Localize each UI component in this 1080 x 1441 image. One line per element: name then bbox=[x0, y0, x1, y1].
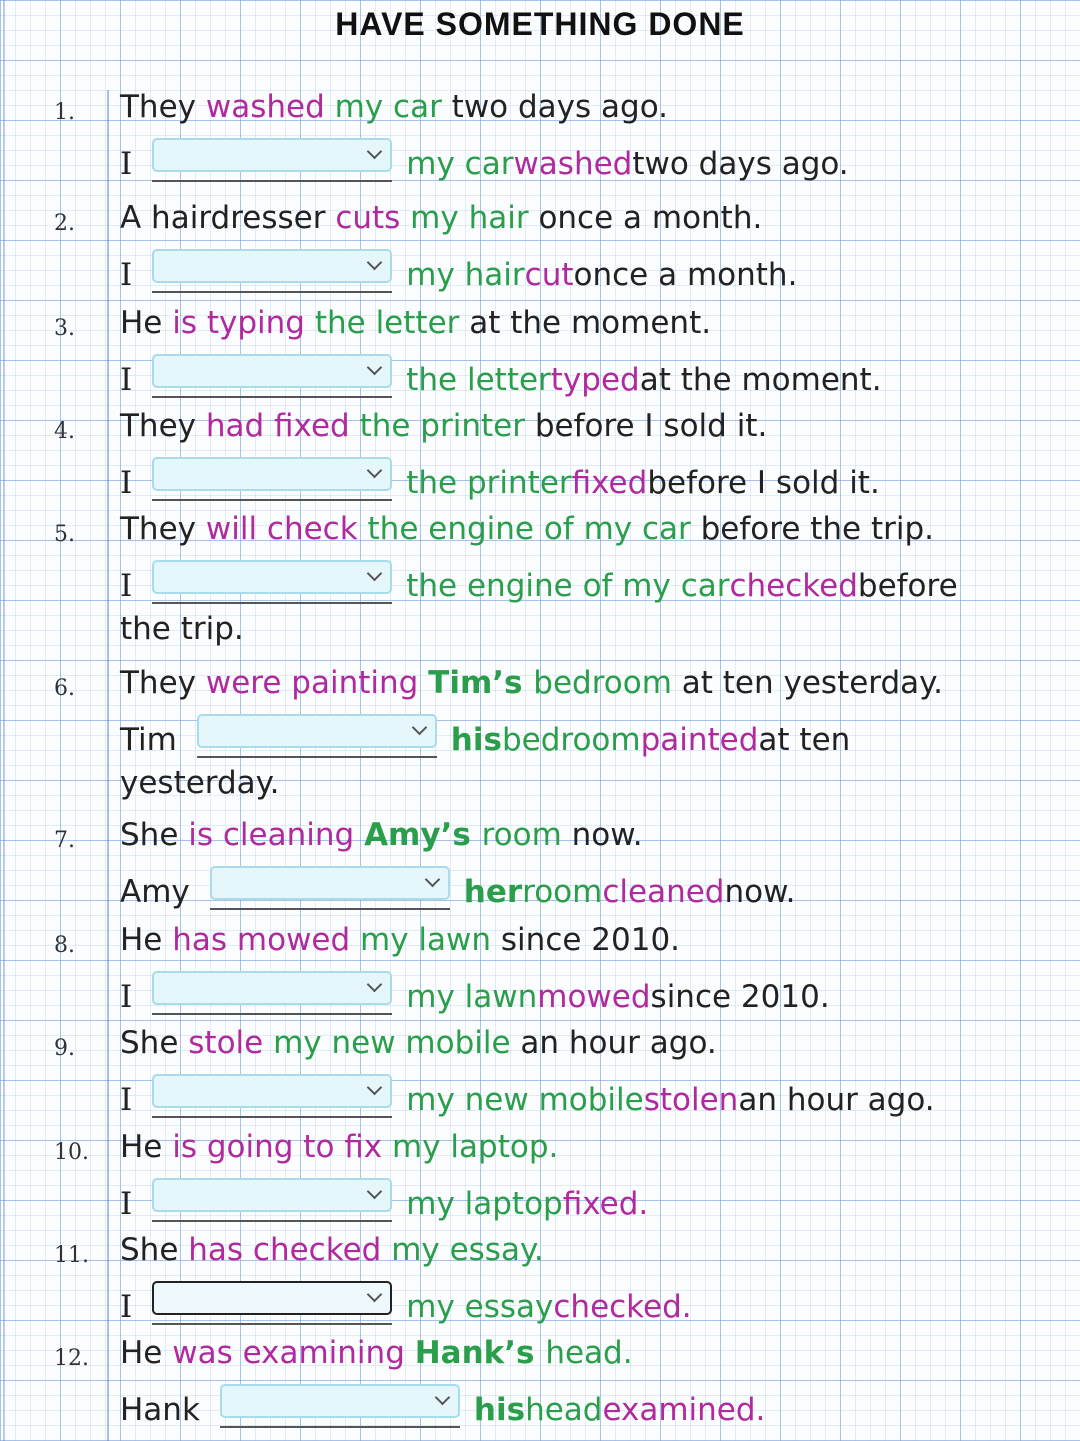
sentence-text: They bbox=[120, 511, 206, 547]
verb-phrase: fixed. bbox=[562, 1185, 649, 1222]
active-sentence bbox=[120, 200, 763, 236]
answer-continuation: yesterday. bbox=[120, 765, 280, 801]
object-phrase: head. bbox=[545, 1335, 633, 1371]
verb-phrase: stole bbox=[188, 1025, 274, 1061]
answer-dropdown[interactable] bbox=[152, 457, 392, 491]
sentence-text: an hour ago. bbox=[738, 1081, 935, 1118]
sentence-text: since 2010. bbox=[650, 978, 830, 1015]
answer-subject: I bbox=[120, 1081, 133, 1118]
item-number: 6. bbox=[54, 676, 75, 701]
answer-subject: I bbox=[120, 145, 133, 182]
sentence-text: He bbox=[120, 305, 173, 341]
object-phrase: the letter bbox=[406, 361, 551, 398]
verb-phrase: has checked bbox=[188, 1232, 392, 1268]
answer-blank bbox=[152, 457, 392, 501]
verb-phrase: typed bbox=[550, 361, 640, 398]
sentence-text: He bbox=[120, 922, 173, 958]
answer-continuation: the trip. bbox=[120, 611, 244, 647]
active-sentence bbox=[120, 1129, 559, 1165]
chevron-down-icon bbox=[367, 1184, 383, 1200]
object-phrase: the letter bbox=[314, 305, 470, 341]
margin-rule bbox=[107, 90, 109, 1441]
verb-phrase: washed bbox=[513, 145, 633, 182]
item-number: 7. bbox=[54, 828, 75, 853]
object-phrase: my hair bbox=[406, 256, 525, 293]
verb-phrase: examined. bbox=[602, 1391, 766, 1428]
object-phrase: bedroom bbox=[533, 665, 682, 701]
sentence-text: at ten bbox=[758, 721, 851, 758]
answer-sentence bbox=[120, 1285, 692, 1329]
sentence-text: He bbox=[120, 1335, 173, 1371]
object-phrase: my essay bbox=[406, 1288, 554, 1325]
active-sentence bbox=[120, 305, 712, 341]
verb-phrase: is typing bbox=[172, 305, 315, 341]
item-number: 9. bbox=[54, 1036, 75, 1061]
answer-dropdown[interactable] bbox=[152, 1178, 392, 1212]
verb-phrase: was examining bbox=[172, 1335, 415, 1371]
answer-sentence bbox=[120, 564, 958, 608]
object-phrase: my new mobile bbox=[406, 1081, 644, 1118]
object-phrase: his bbox=[450, 721, 502, 758]
answer-subject: I bbox=[120, 567, 133, 604]
answer-blank bbox=[152, 1178, 392, 1222]
active-sentence bbox=[120, 665, 943, 701]
chevron-down-icon bbox=[435, 1390, 451, 1406]
answer-blank bbox=[197, 714, 437, 758]
answer-sentence bbox=[120, 142, 849, 186]
verb-phrase: cut bbox=[524, 256, 574, 293]
verb-phrase: stolen bbox=[643, 1081, 739, 1118]
sentence-text: two days ago. bbox=[451, 89, 668, 125]
object-phrase: Hank’s bbox=[414, 1335, 546, 1371]
object-phrase: my car bbox=[406, 145, 514, 182]
sentence-text: once a month. bbox=[538, 200, 763, 236]
verb-phrase: is going to fix bbox=[172, 1129, 393, 1165]
item-number: 3. bbox=[54, 316, 75, 341]
chevron-down-icon bbox=[367, 360, 383, 376]
verb-phrase: will check bbox=[205, 511, 368, 547]
item-number: 4. bbox=[54, 419, 75, 444]
answer-subject: Hank bbox=[120, 1391, 200, 1428]
answer-sentence bbox=[120, 1078, 935, 1122]
object-phrase: her bbox=[463, 873, 523, 910]
sentence-text: They bbox=[120, 665, 206, 701]
object-phrase: Tim’s bbox=[428, 665, 534, 701]
page-left-rule bbox=[3, 0, 5, 1441]
object-phrase: my lawn bbox=[360, 922, 501, 958]
answer-subject: Amy bbox=[120, 873, 190, 910]
verb-phrase: painted bbox=[640, 721, 759, 758]
answer-dropdown[interactable] bbox=[152, 971, 392, 1005]
answer-blank bbox=[152, 1074, 392, 1118]
sentence-text: before bbox=[857, 567, 958, 604]
sentence-text: two days ago. bbox=[632, 145, 849, 182]
chevron-down-icon bbox=[367, 1287, 383, 1303]
object-phrase: my hair bbox=[410, 200, 539, 236]
object-phrase: my essay. bbox=[391, 1232, 544, 1268]
answer-sentence bbox=[120, 718, 850, 762]
verb-phrase: cleaned bbox=[602, 873, 725, 910]
item-number: 10. bbox=[54, 1140, 89, 1165]
object-phrase: my laptop. bbox=[392, 1129, 559, 1165]
item-number: 2. bbox=[54, 211, 75, 236]
sentence-text: They bbox=[120, 89, 206, 125]
item-number: 12. bbox=[54, 1346, 89, 1371]
answer-subject: I bbox=[120, 1288, 133, 1325]
sentence-text: They bbox=[120, 408, 206, 444]
answer-dropdown[interactable] bbox=[220, 1384, 460, 1418]
object-phrase: my new mobile bbox=[273, 1025, 521, 1061]
answer-blank bbox=[152, 971, 392, 1015]
answer-subject: I bbox=[120, 1185, 133, 1222]
object-phrase: head bbox=[525, 1391, 603, 1428]
answer-dropdown[interactable] bbox=[197, 714, 437, 748]
sentence-text: since 2010. bbox=[500, 922, 681, 958]
answer-sentence bbox=[120, 1182, 648, 1226]
chevron-down-icon bbox=[367, 566, 383, 582]
sentence-text: before I sold it. bbox=[534, 408, 768, 444]
answer-dropdown[interactable] bbox=[210, 866, 450, 900]
item-number: 11. bbox=[54, 1243, 89, 1268]
verb-phrase: has mowed bbox=[172, 922, 361, 958]
active-sentence bbox=[120, 1335, 633, 1371]
verb-phrase: had fixed bbox=[205, 408, 360, 444]
object-phrase: my lawn bbox=[406, 978, 538, 1015]
answer-blank bbox=[152, 354, 392, 398]
answer-subject: I bbox=[120, 978, 133, 1015]
chevron-down-icon bbox=[367, 463, 383, 479]
sentence-text: at the moment. bbox=[469, 305, 712, 341]
chevron-down-icon bbox=[367, 1080, 383, 1096]
object-phrase: the engine of my car bbox=[406, 567, 730, 604]
object-phrase: room bbox=[481, 817, 572, 853]
chevron-down-icon bbox=[412, 720, 428, 736]
answer-sentence bbox=[120, 1388, 765, 1432]
answer-sentence bbox=[120, 461, 880, 505]
object-phrase: the engine of my car bbox=[367, 511, 701, 547]
active-sentence bbox=[120, 408, 768, 444]
sentence-text: A hairdresser bbox=[120, 200, 336, 236]
answer-dropdown[interactable] bbox=[152, 1281, 392, 1315]
sentence-text: at ten yesterday. bbox=[681, 665, 943, 701]
answer-blank bbox=[220, 1384, 460, 1428]
active-sentence bbox=[120, 1025, 717, 1061]
sentence-text: once a month. bbox=[573, 256, 798, 293]
sentence-text: before I sold it. bbox=[647, 464, 880, 501]
item-number: 5. bbox=[54, 522, 75, 547]
chevron-down-icon bbox=[424, 872, 440, 888]
item-number: 1. bbox=[54, 100, 75, 125]
object-phrase: the printer bbox=[406, 464, 572, 501]
active-sentence bbox=[120, 511, 935, 547]
answer-dropdown[interactable] bbox=[152, 1074, 392, 1108]
object-phrase: my bbox=[334, 89, 394, 125]
active-sentence bbox=[120, 817, 643, 853]
answer-blank bbox=[152, 138, 392, 182]
sentence-text: before the trip. bbox=[700, 511, 935, 547]
object-phrase: room bbox=[522, 873, 603, 910]
answer-blank bbox=[152, 560, 392, 604]
answer-subject: I bbox=[120, 256, 133, 293]
sentence-text: now. bbox=[724, 873, 796, 910]
object-phrase: my laptop bbox=[406, 1185, 563, 1222]
answer-blank bbox=[152, 1281, 392, 1325]
answer-dropdown[interactable] bbox=[152, 138, 392, 172]
answer-sentence bbox=[120, 358, 882, 402]
answer-dropdown[interactable] bbox=[152, 354, 392, 388]
answer-blank bbox=[210, 866, 450, 910]
verb-phrase: checked bbox=[729, 567, 858, 604]
verb-phrase: is cleaning bbox=[188, 817, 365, 853]
item-number: 8. bbox=[54, 933, 75, 958]
active-sentence bbox=[120, 1232, 544, 1268]
verb-phrase: fixed bbox=[571, 464, 648, 501]
sentence-text: an hour ago. bbox=[520, 1025, 717, 1061]
verb-phrase: mowed bbox=[537, 978, 651, 1015]
answer-subject: Tim bbox=[120, 721, 177, 758]
object-phrase: the printer bbox=[359, 408, 535, 444]
answer-sentence bbox=[120, 870, 795, 914]
verb-phrase: checked. bbox=[553, 1288, 692, 1325]
object-phrase: car bbox=[393, 89, 452, 125]
verb-phrase: washed bbox=[205, 89, 335, 125]
answer-dropdown[interactable] bbox=[152, 560, 392, 594]
active-sentence bbox=[120, 89, 668, 125]
active-sentence bbox=[120, 922, 681, 958]
chevron-down-icon bbox=[367, 144, 383, 160]
object-phrase: bedroom bbox=[501, 721, 641, 758]
sentence-text: She bbox=[120, 1025, 189, 1061]
page-title: HAVE SOMETHING DONE bbox=[335, 6, 745, 42]
verb-phrase: cuts bbox=[335, 200, 411, 236]
sentence-text: now. bbox=[571, 817, 643, 853]
object-phrase: Amy’s bbox=[364, 817, 482, 853]
answer-sentence bbox=[120, 975, 830, 1019]
answer-sentence bbox=[120, 253, 797, 297]
sentence-text: She bbox=[120, 1232, 189, 1268]
answer-dropdown[interactable] bbox=[152, 249, 392, 283]
sentence-text: She bbox=[120, 817, 189, 853]
chevron-down-icon bbox=[367, 977, 383, 993]
sentence-text: at the moment. bbox=[639, 361, 882, 398]
verb-phrase: were painting bbox=[205, 665, 429, 701]
answer-subject: I bbox=[120, 464, 133, 501]
chevron-down-icon bbox=[367, 255, 383, 271]
object-phrase: his bbox=[473, 1391, 526, 1428]
answer-subject: I bbox=[120, 361, 133, 398]
sentence-text: He bbox=[120, 1129, 173, 1165]
answer-blank bbox=[152, 249, 392, 293]
